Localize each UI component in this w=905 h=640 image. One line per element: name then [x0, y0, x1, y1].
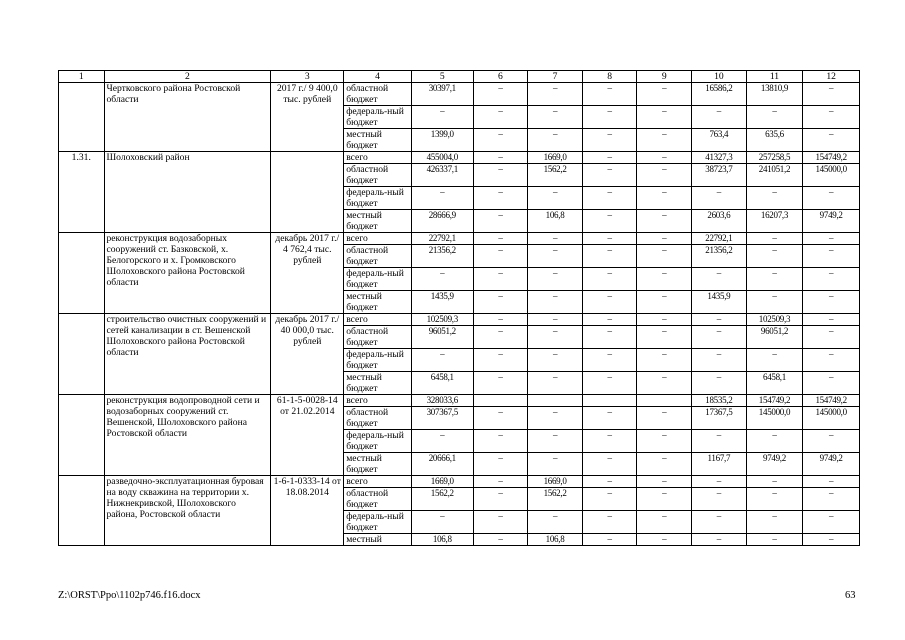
deadline-cost: декабрь 2017 г./ 40 000,0 тыс. рублей — [271, 314, 344, 395]
amount-cell: – — [746, 268, 803, 291]
item-number — [59, 233, 105, 314]
amount-cell: – — [582, 407, 637, 430]
funding-source: федераль-ный бюджет — [344, 187, 412, 210]
amount-cell: 1435,9 — [411, 291, 473, 314]
amount-cell: – — [803, 488, 860, 511]
amount-cell: – — [692, 349, 747, 372]
amount-cell: – — [692, 488, 747, 511]
amount-cell: – — [473, 511, 528, 534]
amount-cell: – — [692, 372, 747, 395]
amount-cell: – — [473, 268, 528, 291]
table-row — [59, 314, 860, 326]
funding-source: всего — [344, 233, 412, 245]
amount-cell: – — [582, 268, 637, 291]
amount-cell: – — [637, 511, 692, 534]
amount-cell: – — [803, 291, 860, 314]
amount-cell: – — [637, 372, 692, 395]
amount-cell: 426337,1 — [411, 164, 473, 187]
amount-cell: – — [411, 106, 473, 129]
amount-cell: 18535,2 — [692, 395, 747, 407]
amount-cell: – — [473, 534, 528, 546]
amount-cell: – — [582, 314, 637, 326]
amount-cell: – — [411, 268, 473, 291]
amount-cell: 30397,1 — [411, 83, 473, 106]
amount-cell: 1435,9 — [692, 291, 747, 314]
amount-cell: 145000,0 — [746, 407, 803, 430]
amount-cell: – — [582, 129, 637, 152]
funding-source: федераль-ный бюджет — [344, 430, 412, 453]
amount-cell: – — [803, 268, 860, 291]
amount-cell: – — [582, 164, 637, 187]
amount-cell: 763,4 — [692, 129, 747, 152]
amount-cell: – — [528, 430, 583, 453]
funding-source: всего — [344, 152, 412, 164]
amount-cell: – — [473, 291, 528, 314]
column-number: 7 — [528, 71, 583, 83]
funding-source: местный — [344, 534, 412, 546]
amount-cell: – — [692, 326, 747, 349]
amount-cell: 96051,2 — [746, 326, 803, 349]
amount-cell: – — [473, 372, 528, 395]
amount-cell: – — [637, 164, 692, 187]
funding-source: местный бюджет — [344, 129, 412, 152]
amount-cell: – — [473, 314, 528, 326]
item-number — [59, 476, 105, 546]
amount-cell: – — [582, 476, 637, 488]
funding-source: всего — [344, 314, 412, 326]
amount-cell: 16586,2 — [692, 83, 747, 106]
amount-cell: – — [411, 187, 473, 210]
amount-cell: – — [746, 430, 803, 453]
amount-cell: 9749,2 — [803, 210, 860, 233]
amount-cell: – — [582, 511, 637, 534]
amount-cell: – — [528, 372, 583, 395]
object-name: Чертковского района Ростовской области — [104, 83, 271, 152]
amount-cell: 1669,0 — [528, 152, 583, 164]
amount-cell: 1562,2 — [528, 164, 583, 187]
amount-cell: 20666,1 — [411, 453, 473, 476]
amount-cell: – — [582, 488, 637, 511]
amount-cell: – — [637, 430, 692, 453]
object-name: реконструкция водопроводной сети и водозаборных сооружений ст. Вешенской, Шолоховского района Ростовской области — [104, 395, 271, 476]
amount-cell: – — [803, 430, 860, 453]
amount-cell: – — [528, 314, 583, 326]
amount-cell: 1562,2 — [528, 488, 583, 511]
column-number: 2 — [104, 71, 271, 83]
amount-cell: – — [473, 187, 528, 210]
amount-cell: – — [473, 152, 528, 164]
amount-cell: – — [692, 187, 747, 210]
amount-cell: – — [692, 511, 747, 534]
amount-cell: – — [582, 430, 637, 453]
amount-cell: – — [582, 326, 637, 349]
amount-cell: 17367,5 — [692, 407, 747, 430]
amount-cell: – — [637, 534, 692, 546]
amount-cell: – — [528, 129, 583, 152]
amount-cell: 38723,7 — [692, 164, 747, 187]
amount-cell: – — [473, 233, 528, 245]
amount-cell: – — [528, 106, 583, 129]
amount-cell: – — [803, 534, 860, 546]
amount-cell: – — [582, 534, 637, 546]
amount-cell: – — [411, 430, 473, 453]
amount-cell: – — [692, 534, 747, 546]
amount-cell: 154749,2 — [803, 152, 860, 164]
amount-cell: – — [411, 349, 473, 372]
object-name: Шолоховский район — [104, 152, 271, 233]
funding-source: областной бюджет — [344, 488, 412, 511]
amount-cell: 41327,3 — [692, 152, 747, 164]
funding-source: областной бюджет — [344, 326, 412, 349]
amount-cell: – — [473, 83, 528, 106]
amount-cell: – — [528, 83, 583, 106]
column-number: 10 — [692, 71, 747, 83]
column-number: 11 — [746, 71, 803, 83]
amount-cell: – — [803, 233, 860, 245]
amount-cell: – — [473, 106, 528, 129]
amount-cell: – — [803, 349, 860, 372]
page-number: 63 — [845, 590, 856, 601]
amount-cell: 22792,1 — [692, 233, 747, 245]
amount-cell: – — [746, 245, 803, 268]
amount-cell: – — [473, 210, 528, 233]
funding-source: областной бюджет — [344, 245, 412, 268]
amount-cell: – — [582, 372, 637, 395]
funding-source: федераль-ный бюджет — [344, 511, 412, 534]
amount-cell: – — [637, 152, 692, 164]
amount-cell: – — [528, 349, 583, 372]
amount-cell — [528, 395, 583, 407]
amount-cell: – — [803, 372, 860, 395]
amount-cell: – — [637, 488, 692, 511]
amount-cell: – — [803, 187, 860, 210]
amount-cell: – — [473, 164, 528, 187]
column-number: 6 — [473, 71, 528, 83]
amount-cell: 1167,7 — [692, 453, 747, 476]
amount-cell: – — [473, 476, 528, 488]
amount-cell: 6458,1 — [411, 372, 473, 395]
amount-cell: – — [746, 476, 803, 488]
amount-cell: – — [582, 245, 637, 268]
amount-cell: 154749,2 — [803, 395, 860, 407]
amount-cell: 13810,9 — [746, 83, 803, 106]
amount-cell: – — [746, 187, 803, 210]
amount-cell: 241051,2 — [746, 164, 803, 187]
amount-cell: 307367,5 — [411, 407, 473, 430]
amount-cell: – — [803, 326, 860, 349]
amount-cell: – — [582, 187, 637, 210]
amount-cell: – — [692, 476, 747, 488]
amount-cell: – — [637, 210, 692, 233]
funding-source: федераль-ный бюджет — [344, 268, 412, 291]
amount-cell: 21356,2 — [692, 245, 747, 268]
amount-cell: – — [692, 314, 747, 326]
amount-cell: – — [582, 453, 637, 476]
table-row — [59, 476, 860, 488]
amount-cell: 635,6 — [746, 129, 803, 152]
funding-source: федераль-ный бюджет — [344, 349, 412, 372]
table-row — [59, 233, 860, 245]
amount-cell: – — [637, 129, 692, 152]
budget-table — [58, 70, 860, 546]
object-name: реконструкция водозаборных сооружений ст. Базковской, х. Белогорского и х. Громковского Шолоховского района Ростовской области — [104, 233, 271, 314]
amount-cell: – — [411, 511, 473, 534]
amount-cell: – — [692, 106, 747, 129]
amount-cell: – — [803, 83, 860, 106]
amount-cell: – — [473, 245, 528, 268]
amount-cell: 154749,2 — [746, 395, 803, 407]
amount-cell: – — [528, 233, 583, 245]
amount-cell: – — [637, 83, 692, 106]
amount-cell: – — [803, 106, 860, 129]
amount-cell: – — [692, 268, 747, 291]
amount-cell: 22792,1 — [411, 233, 473, 245]
deadline-cost: 1-6-1-0333-14 от 18.08.2014 — [271, 476, 344, 546]
column-number: 1 — [59, 71, 105, 83]
footer-file-path: Z:\ORST\Ppo\1102p746.f16.docx — [58, 590, 201, 601]
column-number: 5 — [411, 71, 473, 83]
funding-source: областной бюджет — [344, 83, 412, 106]
amount-cell: – — [746, 233, 803, 245]
funding-source: всего — [344, 395, 412, 407]
amount-cell: – — [637, 476, 692, 488]
column-number: 12 — [803, 71, 860, 83]
amount-cell: – — [528, 407, 583, 430]
amount-cell: 102509,3 — [411, 314, 473, 326]
amount-cell: – — [528, 187, 583, 210]
amount-cell: – — [803, 314, 860, 326]
amount-cell: – — [473, 326, 528, 349]
amount-cell: 6458,1 — [746, 372, 803, 395]
funding-source: областной бюджет — [344, 407, 412, 430]
amount-cell: – — [637, 349, 692, 372]
amount-cell: 1669,0 — [528, 476, 583, 488]
amount-cell: – — [582, 106, 637, 129]
object-name: строительство очистных сооружений и сетей канализации в ст. Вешенской Шолоховского района Ростовской области — [104, 314, 271, 395]
amount-cell: – — [637, 268, 692, 291]
amount-cell: – — [746, 349, 803, 372]
amount-cell: – — [637, 291, 692, 314]
amount-cell: 145000,0 — [803, 164, 860, 187]
amount-cell: – — [473, 488, 528, 511]
column-number: 4 — [344, 71, 412, 83]
amount-cell: – — [528, 326, 583, 349]
amount-cell: – — [637, 187, 692, 210]
funding-source: местный бюджет — [344, 210, 412, 233]
deadline-cost — [271, 152, 344, 233]
amount-cell: – — [637, 245, 692, 268]
amount-cell: – — [528, 291, 583, 314]
object-name: разведочно-эксплуатационная буровая на воду скважина на территории х. Нижнекривской, Шолоховского района, Ростовской области — [104, 476, 271, 546]
amount-cell: – — [528, 268, 583, 291]
table-row — [59, 152, 860, 164]
funding-source: федераль-ный бюджет — [344, 106, 412, 129]
amount-cell: – — [582, 291, 637, 314]
table-row — [59, 83, 860, 106]
funding-source: местный бюджет — [344, 453, 412, 476]
amount-cell: – — [746, 488, 803, 511]
amount-cell: 28666,9 — [411, 210, 473, 233]
amount-cell: 2603,6 — [692, 210, 747, 233]
amount-cell: 455004,0 — [411, 152, 473, 164]
amount-cell — [473, 395, 528, 407]
amount-cell: – — [803, 476, 860, 488]
column-number: 9 — [637, 71, 692, 83]
amount-cell: – — [582, 233, 637, 245]
amount-cell: – — [582, 210, 637, 233]
deadline-cost: декабрь 2017 г./ 4 762,4 тыс. рублей — [271, 233, 344, 314]
funding-source: местный бюджет — [344, 291, 412, 314]
amount-cell: – — [746, 106, 803, 129]
amount-cell: – — [582, 83, 637, 106]
amount-cell: 9749,2 — [746, 453, 803, 476]
amount-cell — [582, 395, 637, 407]
amount-cell: – — [746, 534, 803, 546]
amount-cell: – — [473, 430, 528, 453]
amount-cell: – — [528, 245, 583, 268]
amount-cell: 328033,6 — [411, 395, 473, 407]
amount-cell: 9749,2 — [803, 453, 860, 476]
amount-cell: 106,8 — [528, 534, 583, 546]
amount-cell: – — [582, 349, 637, 372]
amount-cell: – — [746, 511, 803, 534]
amount-cell: 106,8 — [411, 534, 473, 546]
amount-cell: – — [803, 511, 860, 534]
amount-cell: 106,8 — [528, 210, 583, 233]
amount-cell: – — [637, 453, 692, 476]
amount-cell: 257258,5 — [746, 152, 803, 164]
amount-cell: – — [746, 291, 803, 314]
amount-cell: 145000,0 — [803, 407, 860, 430]
funding-source: местный бюджет — [344, 372, 412, 395]
amount-cell: – — [637, 407, 692, 430]
amount-cell: – — [637, 314, 692, 326]
amount-cell: – — [473, 453, 528, 476]
amount-cell: – — [473, 349, 528, 372]
amount-cell: 96051,2 — [411, 326, 473, 349]
amount-cell: 21356,2 — [411, 245, 473, 268]
amount-cell: – — [637, 106, 692, 129]
column-number: 3 — [271, 71, 344, 83]
amount-cell: – — [692, 430, 747, 453]
amount-cell: – — [637, 326, 692, 349]
amount-cell: 1669,0 — [411, 476, 473, 488]
item-number — [59, 314, 105, 395]
amount-cell: – — [803, 245, 860, 268]
funding-source: областной бюджет — [344, 164, 412, 187]
amount-cell: – — [803, 129, 860, 152]
deadline-cost: 2017 г./ 9 400,0 тыс. рублей — [271, 83, 344, 152]
item-number: 1.31. — [59, 152, 105, 233]
item-number — [59, 83, 105, 152]
header-row — [59, 71, 860, 83]
amount-cell: – — [473, 129, 528, 152]
amount-cell: – — [528, 453, 583, 476]
column-number: 8 — [582, 71, 637, 83]
amount-cell: – — [582, 152, 637, 164]
amount-cell: 16207,3 — [746, 210, 803, 233]
deadline-cost: 61-1-5-0028-14 от 21.02.2014 — [271, 395, 344, 476]
item-number — [59, 395, 105, 476]
amount-cell: – — [637, 233, 692, 245]
amount-cell: 1562,2 — [411, 488, 473, 511]
amount-cell: 1399,0 — [411, 129, 473, 152]
amount-cell: – — [473, 407, 528, 430]
table-row — [59, 395, 860, 407]
funding-source: всего — [344, 476, 412, 488]
amount-cell: 102509,3 — [746, 314, 803, 326]
amount-cell: – — [528, 511, 583, 534]
amount-cell — [637, 395, 692, 407]
